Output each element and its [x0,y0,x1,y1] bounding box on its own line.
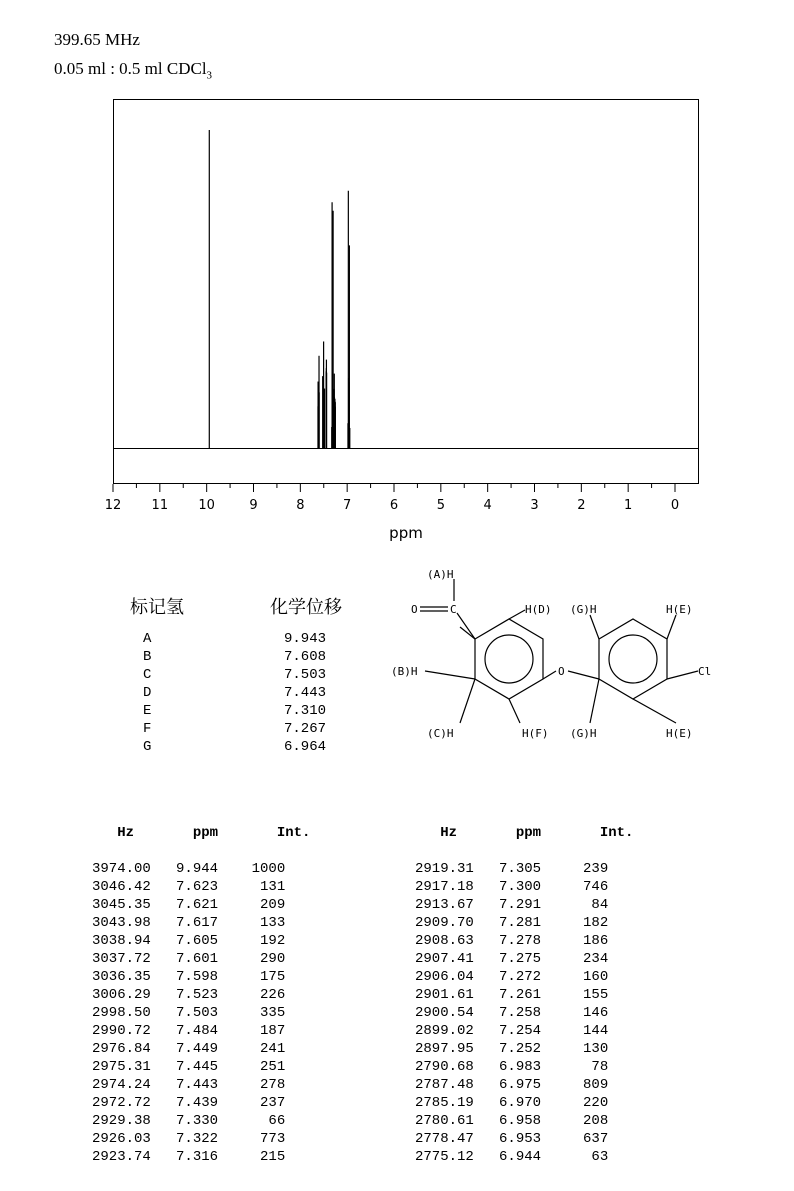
label-column-header: 标记氢 [130,597,184,618]
x-tick-label: 12 [104,498,122,513]
assignment-label: F [143,721,152,737]
h-c-label: (C)H [427,727,454,740]
assignment-shift: 7.608 [284,649,327,665]
h-g-top-label: (G)H [570,603,597,616]
peak-table-row: 3046.42 7.623 131 [92,879,286,895]
peak-table-row: 2975.31 7.445 251 [92,1059,286,1075]
peak-table-row: 2907.41 7.275 234 [415,951,609,967]
assignment-label: D [143,685,152,701]
h-e-top-label: H(E) [666,603,693,616]
peak-table-left [92,824,310,1166]
peak-table-row: 2976.84 7.449 241 [92,1041,286,1057]
peak-table-row: 2974.24 7.443 278 [92,1077,286,1093]
peak-table-row: 2897.95 7.252 130 [415,1041,609,1057]
assignment-label: G [143,739,152,755]
peak-table-row: 3006.29 7.523 226 [92,987,286,1003]
h-f-label: H(F) [522,727,549,740]
assignment-shift: 6.964 [284,739,327,755]
peak-table-spacer [92,842,310,860]
x-tick-label: 8 [296,498,305,513]
aldehyde-h-label: (A)H [427,568,454,581]
peak-table-row: 2972.72 7.439 237 [92,1095,286,1111]
x-tick-label: 0 [670,498,680,513]
x-tick-label: 9 [249,498,258,513]
peak-table-row: 2929.38 7.330 66 [92,1113,286,1129]
x-tick-label: 2 [577,498,586,513]
peak-table-row: 3038.94 7.605 192 [92,933,286,949]
peak-table-row: 3045.35 7.621 209 [92,897,286,913]
assignment-label: A [143,631,152,647]
assignment-label: B [143,649,152,665]
peak-table-row: 2908.63 7.278 186 [415,933,609,949]
peaks-group [209,130,350,448]
peak-table-row: 2785.19 6.970 220 [415,1095,609,1111]
peak-table-row: 2899.02 7.254 144 [415,1023,609,1039]
peak-table-header: Hz ppm Int. [415,825,634,841]
x-tick-label: 10 [198,498,215,513]
assignment-label: E [143,703,152,719]
assignment-shift: 9.943 [284,631,327,647]
x-tick-label: 6 [389,498,399,513]
molecule-structure [380,563,720,748]
peak-table-row: 3037.72 7.601 290 [92,951,286,967]
peak-table-row: 2919.31 7.305 239 [415,861,609,877]
x-tick-label: 4 [483,498,492,513]
peak-table-row: 2917.18 7.300 746 [415,879,609,895]
h-e-bottom-label: H(E) [666,727,693,740]
peak-table-row: 2790.68 6.983 78 [415,1059,609,1075]
assignment-shift: 7.267 [284,721,327,737]
nmr-spectrum-chart [0,0,794,560]
right-ring-aromatic-circle [609,635,657,683]
h-d-label: H(D) [525,603,552,616]
peak-table-row: 3974.00 9.944 1000 [92,861,286,877]
ether-oxygen-label: O [558,665,565,678]
x-tick-label: 3 [530,498,539,513]
assignment-label: C [143,667,152,683]
h-g-bottom-label: (G)H [570,727,597,740]
peak-table-row: 2787.48 6.975 809 [415,1077,609,1093]
peak-table-header: Hz ppm Int. [92,825,311,841]
x-axis-ticks [105,484,679,513]
x-tick-label: 11 [151,498,169,513]
shift-column-header: 化学位移 [270,597,342,618]
h-b-label: (B)H [391,665,418,678]
peak-table-row: 2923.74 7.316 215 [92,1149,286,1165]
peak-table-row: 2775.12 6.944 63 [415,1149,609,1165]
solvent-subscript: 3 [206,69,213,82]
solvent-text: 0.05 ml : 0.5 ml CDCl [54,59,207,78]
chlorine-label: Cl [698,665,712,678]
x-tick-label: 7 [343,498,352,513]
peak-table-row: 2906.04 7.272 160 [415,969,609,985]
peak-table-row: 2926.03 7.322 773 [92,1131,286,1147]
assignment-shift: 7.503 [284,667,327,683]
peak-table-row: 2998.50 7.503 335 [92,1005,286,1021]
x-tick-label: 1 [624,498,633,513]
assignment-shift: 7.310 [284,703,327,719]
x-tick-label: 5 [436,498,445,513]
peak-table-right [415,824,633,1166]
peak-table-row: 2900.54 7.258 146 [415,1005,609,1021]
spectrometer-frequency: 399.65 MHz [54,30,140,49]
left-ring-aromatic-circle [485,635,533,683]
peak-table-row: 2778.47 6.953 637 [415,1131,609,1147]
plot-frame [114,100,699,484]
peak-table-row: 3043.98 7.617 133 [92,915,286,931]
peak-table-spacer [415,842,633,860]
carbonyl-oxygen-label: O [411,603,418,616]
x-axis-label: ppm [389,524,423,542]
peak-table-row: 2913.67 7.291 84 [415,897,609,913]
peak-table-row: 2901.61 7.261 155 [415,987,609,1003]
peak-table-row: 3036.35 7.598 175 [92,969,286,985]
peak-table-row: 2780.61 6.958 208 [415,1113,609,1129]
peak-table-row: 2990.72 7.484 187 [92,1023,286,1039]
carbonyl-carbon-label: C [450,603,457,616]
peak-table-row: 2909.70 7.281 182 [415,915,609,931]
assignment-shift: 7.443 [284,685,327,701]
